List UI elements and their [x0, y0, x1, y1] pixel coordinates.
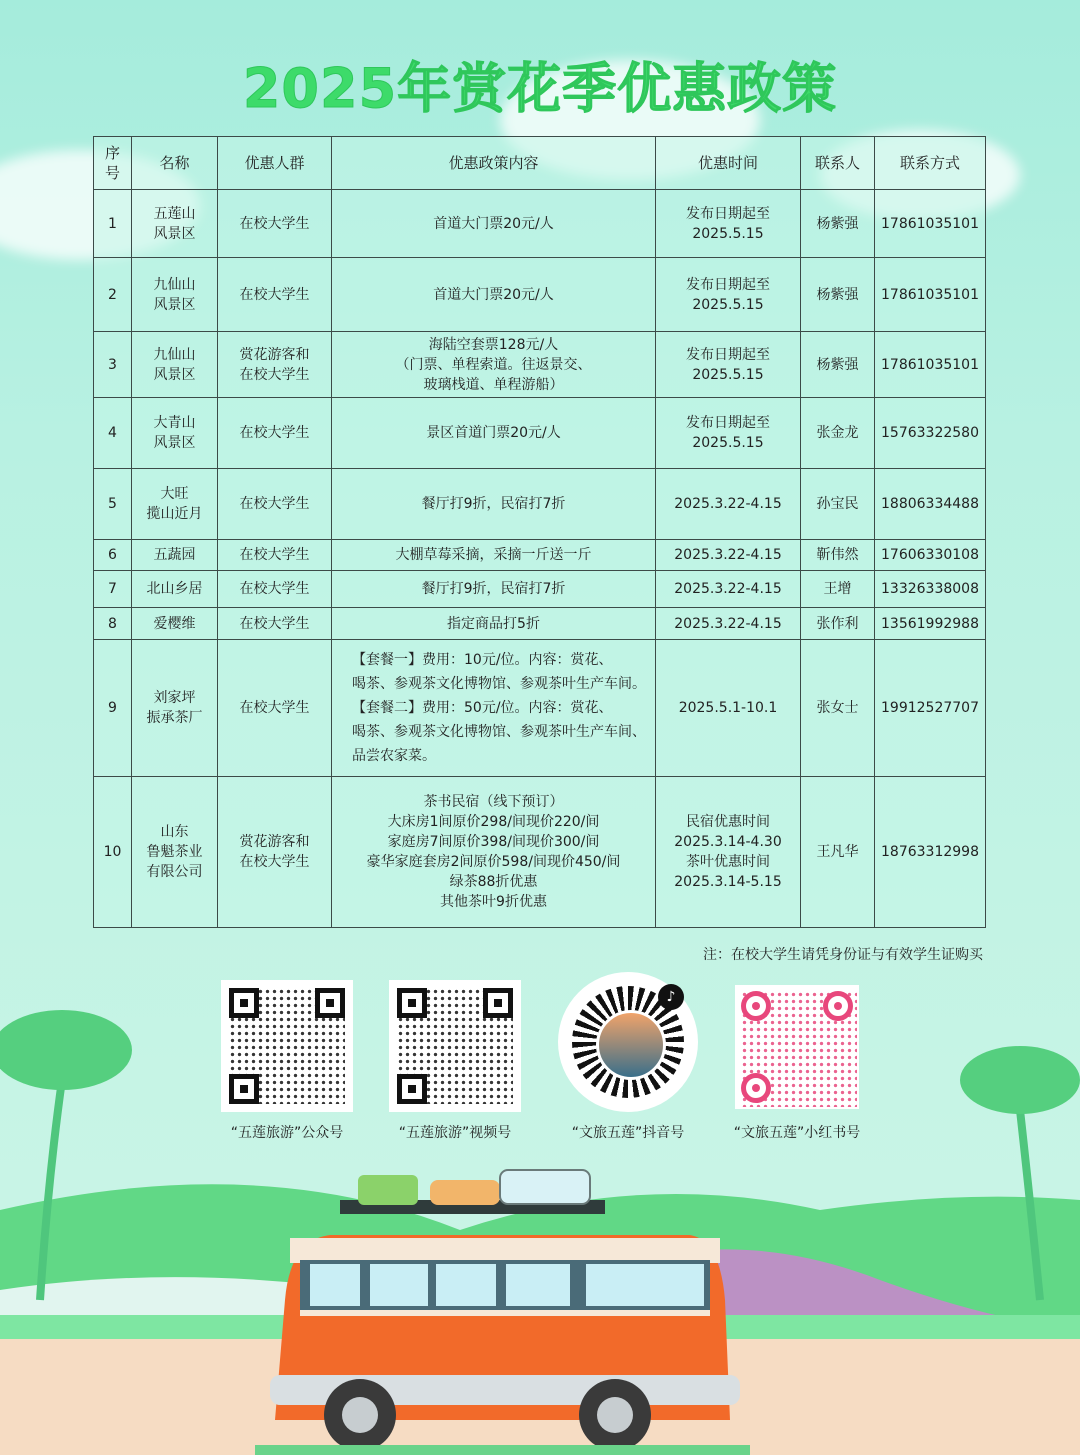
target-group: 在校大学生	[218, 398, 332, 469]
offer-period: 2025.5.1-10.1	[656, 640, 801, 777]
table-row	[94, 608, 986, 640]
douyin-qr-icon: ♪	[558, 972, 698, 1112]
venue-name: 五莲山 风景区	[132, 190, 218, 258]
row-number: 5	[94, 469, 132, 540]
table-row	[94, 332, 986, 398]
row-number: 6	[94, 540, 132, 571]
policy-content: 海陆空套票128元/人 （门票、单程索道。往返景交、 玻璃栈道、单程游船）	[332, 332, 656, 398]
contact-phone: 18763312998	[875, 777, 986, 928]
table-row	[94, 398, 986, 469]
header-phone: 联系方式	[875, 137, 986, 190]
table-row	[94, 540, 986, 571]
policy-content: 指定商品打5折	[332, 608, 656, 640]
policy-content: 餐厅打9折，民宿打7折	[332, 469, 656, 540]
contact-person: 杨紫强	[801, 190, 875, 258]
qr-label: “五莲旅游”视频号	[398, 1125, 512, 1141]
table-row	[94, 469, 986, 540]
contact-phone: 13326338008	[875, 571, 986, 608]
target-group: 在校大学生	[218, 540, 332, 571]
offer-period: 发布日期起至 2025.5.15	[656, 398, 801, 469]
contact-person: 杨紫强	[801, 258, 875, 332]
policy-content: 景区首道门票20元/人	[332, 398, 656, 469]
offer-period: 2025.3.22-4.15	[656, 571, 801, 608]
venue-name: 九仙山 风景区	[132, 332, 218, 398]
contact-phone: 17606330108	[875, 540, 986, 571]
policy-content: 茶书民宿（线下预订） 大床房1间原价298/间现价220/间 家庭房7间原价398/间现价300/间 豪华家庭套房2间原价598/间现价450/间 绿茶88折优惠 其他茶叶9折优惠	[332, 777, 656, 928]
policy-content: 首道大门票20元/人	[332, 258, 656, 332]
contact-person: 张金龙	[801, 398, 875, 469]
table-row	[94, 258, 986, 332]
row-number: 4	[94, 398, 132, 469]
contact-person: 张作利	[801, 608, 875, 640]
row-number: 7	[94, 571, 132, 608]
venue-name: 五蔬园	[132, 540, 218, 571]
row-number: 3	[94, 332, 132, 398]
venue-name: 刘家坪 振承茶厂	[132, 640, 218, 777]
target-group: 在校大学生	[218, 469, 332, 540]
offer-period: 发布日期起至 2025.5.15	[656, 190, 801, 258]
row-number: 2	[94, 258, 132, 332]
offer-period: 发布日期起至 2025.5.15	[656, 332, 801, 398]
venue-name: 北山乡居	[132, 571, 218, 608]
policy-content: 大棚草莓采摘，采摘一斤送一斤	[332, 540, 656, 571]
target-group: 在校大学生	[218, 190, 332, 258]
contact-person: 孙宝民	[801, 469, 875, 540]
policy-table	[93, 136, 986, 928]
table-row	[94, 640, 986, 777]
contact-person: 杨紫强	[801, 332, 875, 398]
row-number: 8	[94, 608, 132, 640]
page-title: 2025年赏花季优惠政策	[242, 57, 838, 120]
contact-phone: 18806334488	[875, 469, 986, 540]
venue-name: 九仙山 风景区	[132, 258, 218, 332]
offer-period: 2025.3.22-4.15	[656, 540, 801, 571]
venue-name: 大青山 风景区	[132, 398, 218, 469]
row-number: 9	[94, 640, 132, 777]
contact-person: 王凡华	[801, 777, 875, 928]
row-number: 1	[94, 190, 132, 258]
contact-phone: 15763322580	[875, 398, 986, 469]
policy-content: 餐厅打9折，民宿打7折	[332, 571, 656, 608]
table-row	[94, 777, 986, 928]
header-contact: 联系人	[801, 137, 875, 190]
landscape-illustration	[0, 1000, 1080, 1455]
contact-phone: 17861035101	[875, 332, 986, 398]
offer-period: 2025.3.22-4.15	[656, 608, 801, 640]
target-group: 在校大学生	[218, 640, 332, 777]
footnote: 注：在校大学生请凭身份证与有效学生证购买	[703, 947, 983, 963]
qr-label: “文旅五莲”小红书号	[733, 1125, 861, 1141]
row-number: 10	[94, 777, 132, 928]
header-name: 名称	[132, 137, 218, 190]
contact-person: 张女士	[801, 640, 875, 777]
contact-person: 王增	[801, 571, 875, 608]
contact-phone: 13561992988	[875, 608, 986, 640]
target-group: 赏花游客和 在校大学生	[218, 777, 332, 928]
table-header-row	[94, 137, 986, 190]
header-time: 优惠时间	[656, 137, 801, 190]
header-group: 优惠人群	[218, 137, 332, 190]
offer-period: 发布日期起至 2025.5.15	[656, 258, 801, 332]
policy-content: 首道大门票20元/人	[332, 190, 656, 258]
venue-name: 爱樱维	[132, 608, 218, 640]
header-content: 优惠政策内容	[332, 137, 656, 190]
header-no: 序号	[94, 137, 132, 190]
venue-name: 大旺 揽山近月	[132, 469, 218, 540]
target-group: 赏花游客和 在校大学生	[218, 332, 332, 398]
offer-period: 民宿优惠时间 2025.3.14-4.30 茶叶优惠时间 2025.3.14-5.15	[656, 777, 801, 928]
venue-name: 山东 鲁魁茶业 有限公司	[132, 777, 218, 928]
qr-label: “五莲旅游”公众号	[230, 1125, 344, 1141]
target-group: 在校大学生	[218, 258, 332, 332]
contact-person: 靳伟然	[801, 540, 875, 571]
contact-phone: 17861035101	[875, 258, 986, 332]
target-group: 在校大学生	[218, 608, 332, 640]
qr-label: “文旅五莲”抖音号	[571, 1125, 685, 1141]
target-group: 在校大学生	[218, 571, 332, 608]
offer-period: 2025.3.22-4.15	[656, 469, 801, 540]
contact-phone: 17861035101	[875, 190, 986, 258]
table-row	[94, 190, 986, 258]
policy-content: 【套餐一】费用：10元/位。内容：赏花、 喝茶、参观茶文化博物馆、参观茶叶生产车间。 【套餐二】费用：50元/位。内容：赏花、 喝茶、参观茶文化博物馆、参观茶叶生产车间、 品尝农家菜。	[332, 640, 656, 777]
road-grass	[255, 1445, 750, 1455]
contact-phone: 19912527707	[875, 640, 986, 777]
table-row	[94, 571, 986, 608]
